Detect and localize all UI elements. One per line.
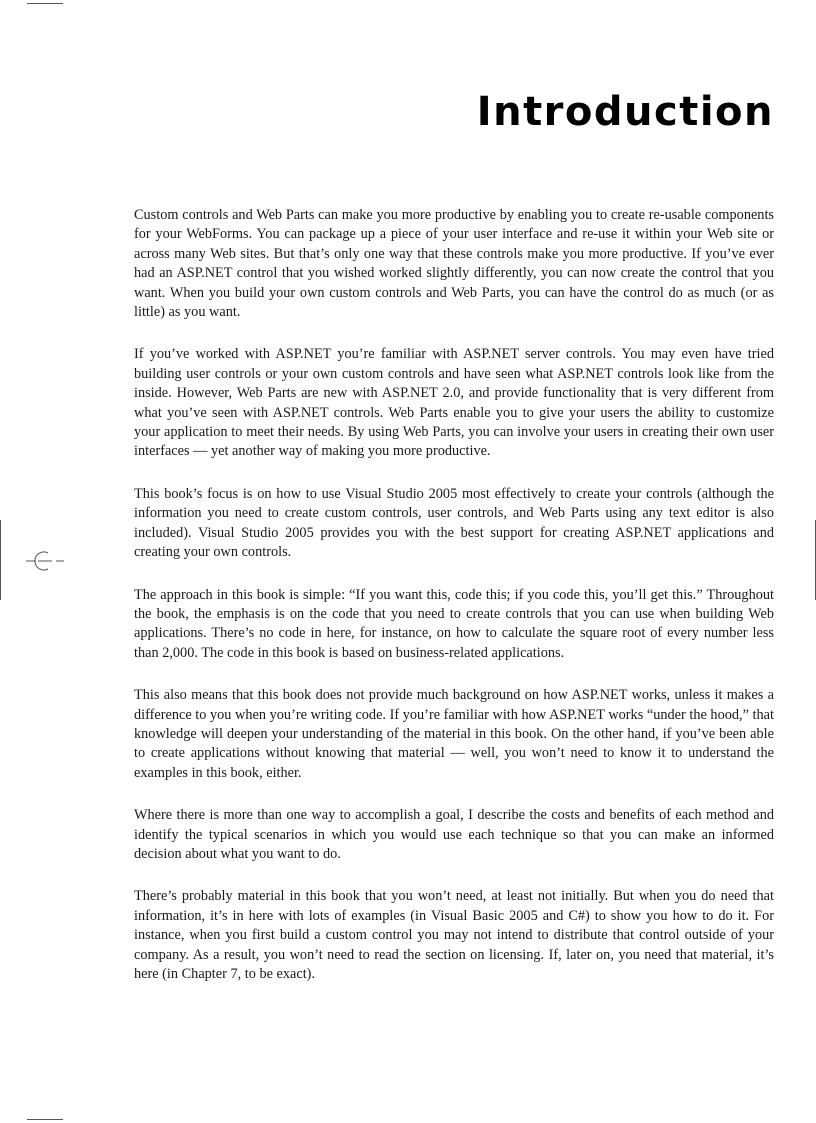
crop-mark-bottom bbox=[27, 1119, 63, 1120]
body-text bbox=[134, 206, 774, 1007]
paragraph: Where there is more than one way to accomplish a goal, I describe the costs and benefits of each method and identify the typical scenarios in which you would use each technique so that you can make an informed decision about what you want to do. bbox=[134, 807, 774, 862]
paragraph: Custom controls and Web Parts can make you more productive by enabling you to create re-usable components for your WebForms. You can package up a piece of your user interface and re-use it within your Web site or across many Web sites. But that’s only one way that these controls make you more productive. If you’ve ever had an ASP.NET control that you wished worked slightly differently, you can now create the control that you want. When you build your own custom controls and Web Parts, you can have the control do as much (or as little) as you want. bbox=[134, 207, 774, 321]
registration-mark-icon bbox=[24, 550, 66, 572]
paragraph: If you’ve worked with ASP.NET you’re familiar with ASP.NET server controls. You may even have tried building user controls or your own custom controls and have seen what ASP.NET controls look like from the inside. However, Web Parts are new with ASP.NET 2.0, and provide functionality that is very different from what you’ve seen with ASP.NET controls. Web Parts enable you to give your users the ability to customize your application to meet their needs. By using Web Parts, you can involve your users in creating their own user interfaces — yet another way of making you more productive. bbox=[134, 346, 774, 460]
crop-mark-top bbox=[27, 3, 63, 4]
paragraph: This book’s focus is on how to use Visual Studio 2005 most effectively to create your controls (although the information you need to create custom controls, user controls, and Web Parts using any text editor is also included). Visual Studio 2005 provides you with the best support for creating ASP.NET applications and creating your own controls. bbox=[134, 485, 774, 561]
paragraph: The approach in this book is simple: “If you want this, code this; if you code this, you’ll get this.” Throughout the book, the emphasis is on the code that you need to create controls that you can use when building Web applications. There’s no code in here, for instance, on how to calculate the square root of every number less than 2,000. The code in this book is based on business-related applications. bbox=[134, 586, 774, 661]
paragraph: This also means that this book does not provide much background on how ASP.NET works, unless it makes a difference to you when you’re writing code. If you’re familiar with how ASP.NET works “under the hood,” that knowledge will deepen your understanding of the material in this book. On the other hand, if you’ve been able to create applications without knowing that material — well, you won’t need to know it to understand the examples in this book, either. bbox=[134, 687, 774, 781]
chapter-title: Introduction bbox=[476, 89, 774, 135]
paragraph: There’s probably material in this book that you won’t need, at least not initially. But when you do need that information, it’s in here with lots of examples (in Visual Basic 2005 and C#) to show you how to do it. For instance, when you first build a custom control you may not intend to distribute that control outside of your company. As a result, you won’t need to read the section on licensing. If, later on, you need that material, it’s here (in Chapter 7, to be exact). bbox=[134, 888, 774, 982]
crop-mark-left bbox=[0, 520, 1, 600]
